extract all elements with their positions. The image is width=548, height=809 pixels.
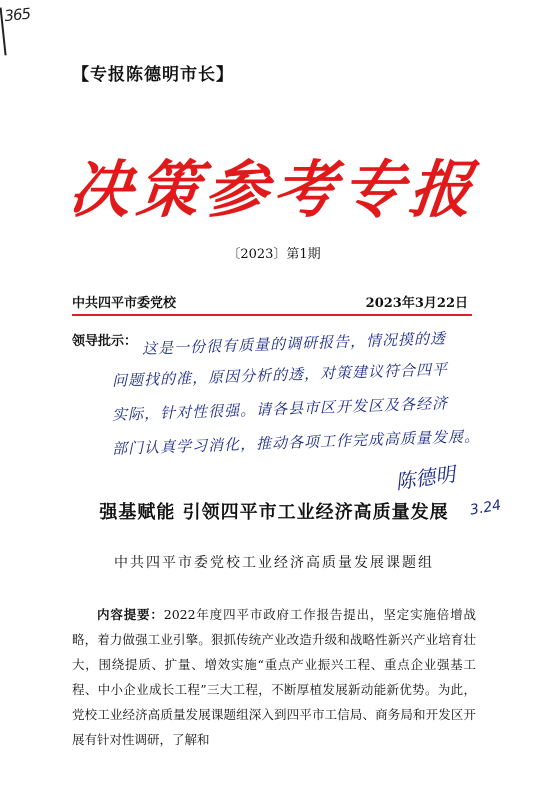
article-author: 中共四平市委党校工业经济高质量发展课题组	[114, 555, 434, 571]
instruction-label: 领导批示：	[72, 334, 138, 349]
signature-date: 3.24	[468, 497, 503, 519]
summary-text: 2022年度四平市政府工作报告提出，坚定实施倍增战略，着力做强工业引擎。狠抓传统产业改造升级和战略性新兴产业培育壮大，围绕提质、扩量、增效实施“重点产业振兴工程、重点企业强基工程、中小企业成长工程”三大工程，不断厚植发展新动能新优势。为此，党校工业经济高质量发展课题组深入到四平市工信局、商务局和开发区开展有针对性调研，了解和	[72, 607, 476, 747]
summary-paragraph	[72, 602, 476, 752]
handwritten-line-3: 实际，针对性很强。请各县市区开发区及各经济	[111, 394, 449, 424]
red-divider	[72, 314, 472, 316]
summary-label: 内容提要：	[97, 607, 164, 622]
handwritten-line-4: 部门认真学习消化，推动各项工作完成高质量发展。	[111, 427, 481, 458]
corner-handwritten-number	[0, 5, 34, 56]
publish-date: 2023年3月22日	[365, 296, 468, 311]
handwritten-line-1: 这是一份很有质量的调研报告，情况摸的透	[141, 329, 447, 358]
recipient-line: 【专报陈德明市长】	[72, 65, 234, 85]
handwritten-signature: 陈德明	[393, 461, 457, 495]
summary-body	[72, 602, 476, 752]
publisher: 中共四平市委党校	[72, 296, 177, 311]
article-headline: 强基赋能 引领四平市工业经济高质量发展	[99, 502, 449, 523]
masthead-title: 决策参考专报	[65, 153, 482, 226]
issue-number: 〔2023〕第1期	[227, 247, 321, 262]
publisher-date-row	[72, 292, 468, 312]
corner-note-text: 365	[3, 4, 31, 26]
handwritten-line-2: 问题找的准，原因分析的透，对策建议符合四平	[111, 360, 449, 390]
